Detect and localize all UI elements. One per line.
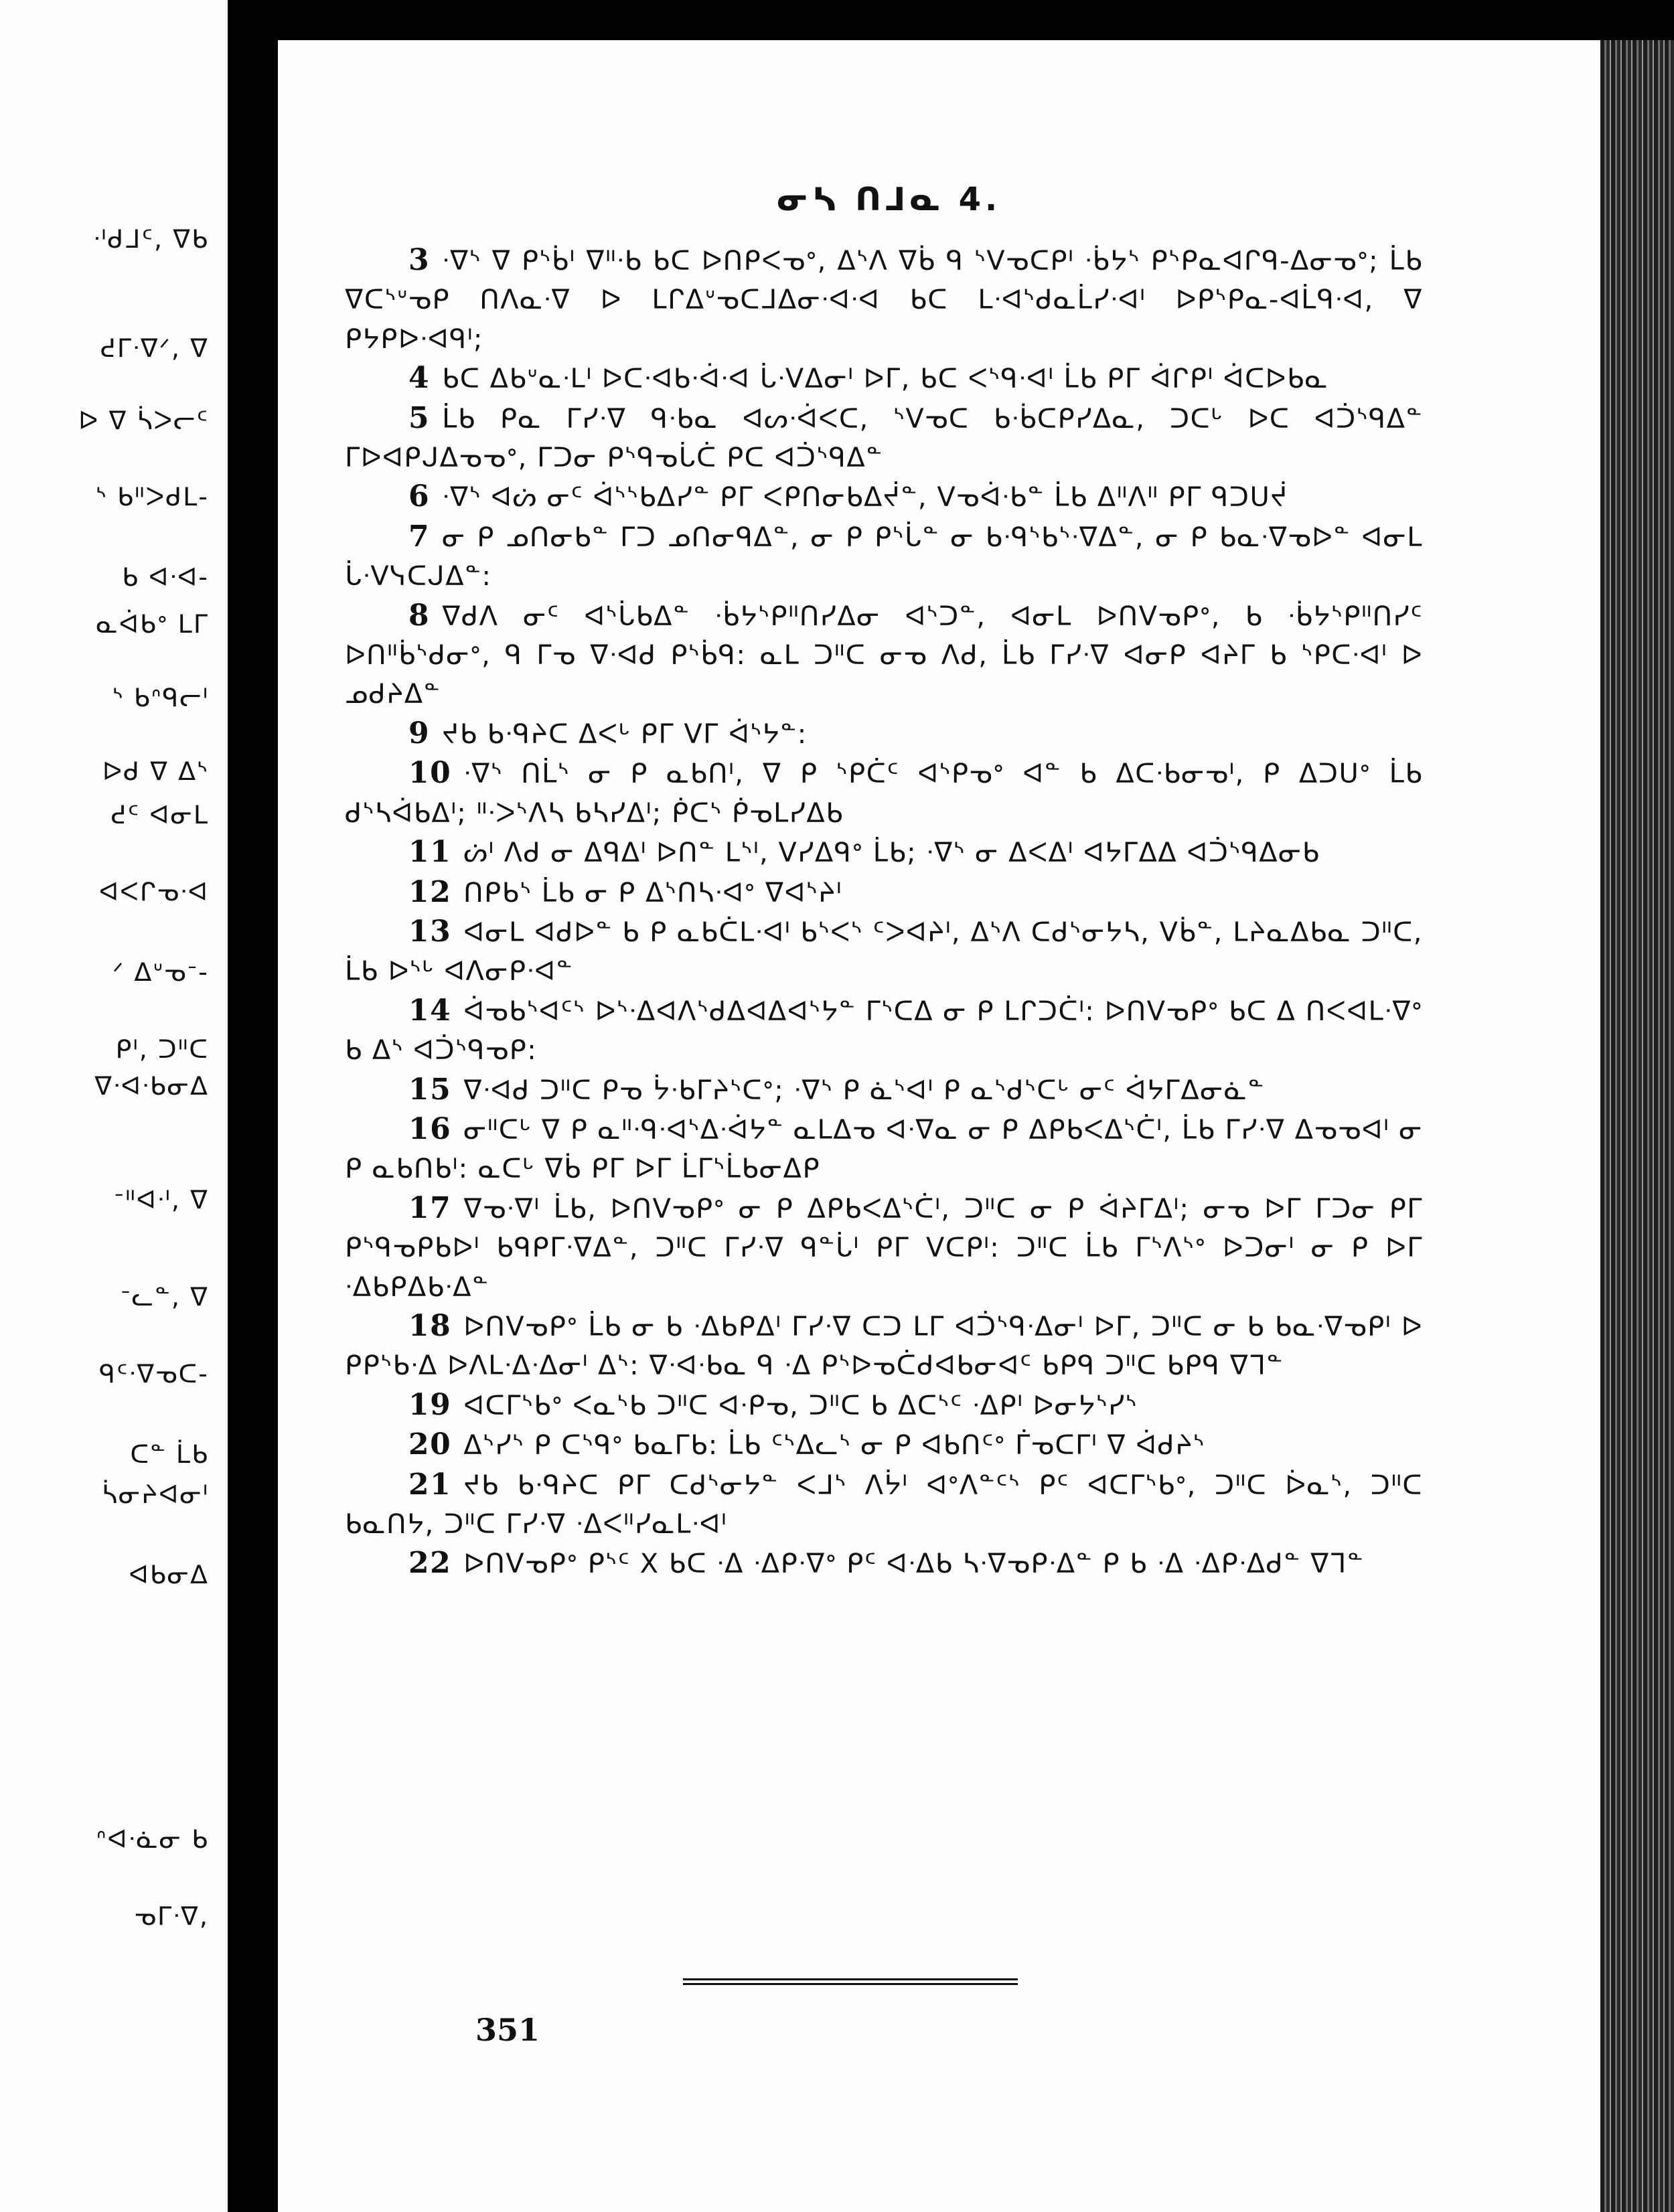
left-page-text-fragment: ᐅ ᐁ ᓵᐳᓕᑦ (78, 406, 209, 435)
page-edge (1600, 40, 1674, 2212)
verse (345, 1544, 1423, 1583)
left-page-text-fragment: ᕍᑦ ᐊᓂᒪ (110, 800, 209, 830)
verse (345, 241, 1423, 359)
verse-text: ᐧᐁᔅ ᐊᔖ ᓂᑦ ᐋᔅᔅᑲᐃᓯᓐ ᑭᒥ ᐸᑭᑎᓂᑲᐃᔫᓐ, ᐯᓀᐋᐧᑲᓐ ᒫᑲ ᐃᐦᐱᐦ ᑭᒥ ᑫᑐᑌᔫ (442, 482, 1288, 514)
verse-text: ᒫᑲ ᑭᓇ ᒥᓯᐧᐁ ᑫᐧᑲᓇ ᐊᔕᐧᐋᐸᑕ, ᔅᐯᓀᑕ ᑲᐧᑳᑕᑭᓯᐃᓇ, ᑐᑕᒡ ᐅᑕ ᐊᑑᔅᑫᐃᓐ ᒥᐅᐊᑭᒍᐃᓀᓀᐤ, ᒥᑐᓂ ᑭᔅᑫᓀᒑᑖ ᑭᑕ ᐊᑑᔅᑫᐃᓐ (345, 403, 1423, 474)
verse-text: ᓂ ᑭ ᓄᑎᓂᑲᓐ ᒥᑐ ᓄᑎᓂᑫᐃᓐ, ᓂ ᑭ ᑭᔅᒑᓐ ᓂ ᑲᐧᑫᔅᑲᔅᐧᐁᐃᓐ, ᓂ ᑭ ᑲᓇᐧᐁᓀᐅᓐ ᐊᓂᒪ ᒑᐧᐯᓭᑕᒍᐃᓐ: (345, 522, 1423, 592)
left-page-text-fragment: ᐟ ᐃᐡᓀᐨ- (112, 957, 209, 987)
verse-number: 5 (408, 400, 431, 435)
verse-number: 22 (408, 1546, 452, 1581)
verse-number: 3 (408, 243, 431, 277)
verse (345, 714, 1423, 754)
verse-text: ᐁᐧᐊᑯ ᑐᐦᑕ ᑭᓀ ᔮᐧᑲᒥᔨᔅᑕᐤ; ᐧᐁᔅ ᑭ ᓈᔅᐊᑊ ᑭ ᓇᔅᑯᔅᑕᒡ ᓂᑦ ᐋᔭᒥᐃᓂᓈᓐ (463, 1075, 1265, 1106)
verse (345, 833, 1423, 872)
left-page-text-fragment: ᐁᐧᐊᐧᑲᓂᐃ (94, 1071, 209, 1101)
verse-text: ᓂᐦᑕᒡ ᐁ ᑭ ᓇᐦᐧᑫᐧᐊᔅᐃᐧᐋᔭᓐ ᓇᒪᐃᓀ ᐊᐧᐁᓇ ᓂ ᑭ ᐃᑭᑲᐸᐃᔅᑖᑊ, ᒫᑲ ᒥᓯᐧᐁ ᐃᓀᓀᐊᑊ ᓂ ᑭ ᓇᑲᑎᑲᑊ: ᓇᑕᒡ ᐁᑳ ᑭᒥ ᐅᒥ ᒫᒥᔅᒫᑲᓂᐃᑭ (345, 1114, 1423, 1185)
verse-text: ᐊᓂᒪ ᐊᑯᐅᓐ ᑲ ᑭ ᓇᑲᑖᒪᐧᐊᑊ ᑲᔅᐸᔅ ᑦᐳᐊᔨᑊ, ᐃᔅᐱ ᑕᑯᔅᓂᔭᓴ, ᐯᑳᓐ, ᒪᔨᓇᐃᑲᓇ ᑐᐦᑕ, ᒫᑲ ᐅᔅᒡ ᐊᐱᓂᑭᐧᐊᓐ (345, 917, 1423, 988)
verse-text: ᔖᑊ ᐱᑯ ᓂ ᐃᑫᐃᑊ ᐅᑎᓐ ᒪᔅᑊ, ᐯᓯᐃᑫᐤ ᒫᑲ; ᐧᐁᔅ ᓂ ᐃᐸᐃᑊ ᐊᔭᒥᐃᐃ ᐊᑑᔅᑫᐃᓂᑲ (463, 838, 1320, 869)
left-page-text-fragment: ᐢᐊᐧᓈᓂ ᑲ (96, 1824, 209, 1854)
left-page-text-fragment: ᓇᐋᑲᐤ ᒪᒥ (96, 609, 209, 639)
left-page-text-fragment: ᐨᐦᐊᐧᑊ, ᐁ (114, 1185, 209, 1214)
page-number: 351 (475, 2012, 540, 2048)
verse-text: ᑲᑕ ᐃᑲᐡᓇᐧᒪᑊ ᐅᑕᐧᐊᑲᐧᐋᐧᐊ ᒑᐧᐯᐃᓂᑊ ᐅᒥ, ᑲᑕ ᐸᔅᑫᐧᐊᑊ ᒫᑲ ᑭᒥ ᐋᒋᑭᑊ ᐋᑕᐅᑲᓇ (442, 364, 1329, 395)
verse (345, 1071, 1423, 1110)
verse-text: ᐁᓀᐧᐁᑊ ᒫᑲ, ᐅᑎᐯᓀᑭᐤ ᓂ ᑭ ᐃᑭᑲᐸᐃᔅᑖᑊ, ᑐᐦᑕ ᓂ ᑭ ᐋᔨᒥᐃᑊ; ᓂᓀ ᐅᒥ ᒥᑐᓂ ᑭᒥ ᑭᔅᑫᓀᑭᑲᐅᑊ ᑲᑫᑭᒥᐧᐁᐃᓐ, ᑐᐦᑕ ᒥᓯᐧᐁ ᑫᓐᒑᑊ ᑭᒥ ᐯᑕᑭᑊ: ᑐᐦᑕ ᒫᑲ ᒥᔅᐱᔅᐤ ᐅᑐᓂᑊ ᓂ ᑭ ᐅᒥ ᐧᐃᑲᑭᐃᑲᐧᐃᓐ (345, 1193, 1423, 1303)
verse-number: 15 (408, 1072, 452, 1107)
verse (345, 1386, 1423, 1425)
verse (345, 1425, 1423, 1465)
verse (345, 1189, 1423, 1307)
verse-number: 14 (408, 993, 452, 1028)
verse-number: 18 (408, 1308, 452, 1343)
verse-list (345, 241, 1423, 1584)
verse-text: ᐃᔅᓯᔅ ᑭ ᑕᔅᑫᐤ ᑲᓇᒥᑲ: ᒫᑲ ᑦᔅᐃᓚᔅ ᓂ ᑭ ᐊᑲᑎᑦᐤ ᒦᓀᑕᒥᑊ ᐁ ᐋᑯᔨᔅ (463, 1430, 1206, 1462)
verse-number: 17 (408, 1190, 452, 1225)
verse (345, 518, 1423, 597)
verse (345, 1466, 1423, 1545)
verse (345, 913, 1423, 992)
left-page-text-fragment: ᐊᐸᒋᓀᐧᐊ (98, 877, 209, 906)
verse-number: 8 (408, 598, 431, 633)
verse-number: 10 (408, 756, 452, 791)
verse-text: ᐅᑎᐯᓀᑭᐤ ᒫᑲ ᓂ ᑲ ᐧᐃᑲᑭᐃᑊ ᒥᓯᐧᐁ ᑕᑐ ᒪᒥ ᐊᑑᔅᑫᐧᐃᓂᑊ ᐅᒥ, ᑐᐦᑕ ᓂ ᑲ ᑲᓇᐧᐁᓀᑭᑊ ᐅ ᑭᑭᔅᑲᐧᐃ ᐅᐱᒪᐧᐃᐧᐃᓂᑊ ᐃᔅ: ᐁᐧᐊᐧᑲᓇ ᑫ ᐧᐃ ᑭᔅᐅᓀᑖᑯᐊᑲᓂᐊᑦ ᑲᑭᑫ ᑐᐦᑕ ᑲᑭᑫ ᐁᒣᓐ (345, 1311, 1423, 1382)
left-page-text-fragment: ᔅ ᑲᐢᑫᓕᑊ (112, 683, 209, 712)
verse (345, 992, 1423, 1071)
verse (345, 477, 1423, 517)
verse (345, 754, 1423, 833)
verse-number: 20 (408, 1427, 452, 1462)
verse-number: 21 (408, 1467, 452, 1502)
left-page-text-fragment: ᐧᑊᑯᒧᑦ, ᐁᑲ (93, 224, 209, 254)
chapter-heading: ᓂᓴ ᑎᒧᓇ 4. (777, 181, 1002, 218)
verse-number: 12 (408, 874, 452, 909)
left-page-text-fragment: ᑫᑦᐧᐁᓀᑕ- (99, 1359, 209, 1389)
verse-number: 7 (408, 519, 431, 554)
verse-text: ᑎᑭᑲᔅ ᒫᑲ ᓂ ᑭ ᐃᔅᑎᓴᐧᐊᐤ ᐁᐊᔅᔨᑊ (463, 877, 842, 908)
left-page-text-fragment: ᐨᓚᓐ, ᐁ (120, 1282, 209, 1312)
verse (345, 399, 1423, 478)
verse-text: ᔪᑲ ᑲᐧᑫᔨᑕ ᐃᐸᒡ ᑭᒥ ᐯᒥ ᐋᔅᔭᓐ: (442, 718, 808, 750)
verse-text: ᔪᑲ ᑲᐧᑫᔨᑕ ᑭᒥ ᑕᑯᔅᓂᔭᓐ ᐸᒧᔅ ᐱᔮᑊ ᐊᐤᐱᓐᑦᔅ ᑭᑦ ᐊᑕᒥᔅᑲᐤ, ᑐᐦᑕ ᐆᓇᔅ, ᑐᐦᑕ ᑲᓇᑎᔭ, ᑐᐦᑕ ᒥᓯᐧᐁ ᐧᐃᐸᐦᓯᓇᒪᐧᐊᑊ (345, 1470, 1423, 1540)
verse-text: ᐧᐁᔅ ᑎᒫᔅ ᓂ ᑭ ᓇᑲᑎᑊ, ᐁ ᑭ ᔅᑭᑖᑦ ᐊᔅᑭᓀᐤ ᐊᓐ ᑲ ᐃᑕᐧᑲᓂᓀᑊ, ᑭ ᐃᑐᑌᐤ ᒫᑲ ᑯᔅᓴᐋᑲᐃᑊ; ᐦᐧᐳᔅᐱᓴ ᑲᓴᓯᐃᑊ; ᑮᑕᔅ ᑮᓀᒪᓯᐃᑲ (345, 759, 1423, 829)
verse-number: 11 (408, 835, 452, 870)
left-page-text-fragment: ᓀᒥᐧᐁ, (134, 1901, 209, 1931)
left-page-text-fragment: ᑭᑊ, ᑐᐦᑕ (115, 1034, 209, 1064)
left-page-text-fragment: ᔅ ᑲᐦᐳᑯᒪ- (96, 482, 209, 511)
left-page-text-fragment: ᑕᓐ ᒫᑲ (130, 1439, 209, 1469)
verse-text: ᐋᓀᑲᔅᐊᑦᔅ ᐅᔅᐧᐃᐊᐱᔅᑯᐃᐊᐃᐊᔅᔭᓐ ᒥᔅᑕᐃ ᓂ ᑭ ᒪᒋᑐᑖᑊ: ᐅᑎᐯᓀᑭᐤ ᑲᑕ ᐃ ᑎᐸᐊᒪᐧᐁᐤ ᑲ ᐃᔅ ᐊᑑᔅᑫᓀᑭ: (345, 996, 1423, 1066)
verse (345, 873, 1423, 913)
left-page-text-fragment: ᕍᒥᐧᐁᐟ, ᐁ (100, 333, 209, 363)
left-page-text-fragment: ᐊᑲᓂᐃ (129, 1560, 209, 1589)
left-page-text-fragment: ᑲ ᐊᐧᐊ- (122, 562, 209, 592)
verse-text: ᐊᑕᒥᔅᑲᐤ ᐸᓇᔅᑲ ᑐᐦᑕ ᐊᐧᑭᓀ, ᑐᐦᑕ ᑲ ᐃᑕᔅᑦ ᐧᐃᑭᑊ ᐅᓂᔭᔅᓯᔅ (463, 1390, 1138, 1421)
left-page-text-fragment: ᓵᓂᔨᐊᓂᑊ (102, 1480, 209, 1509)
left-page-text-fragment: ᐅᑯ ᐁ ᐃᔅ (102, 757, 209, 786)
verse-number: 13 (408, 914, 452, 949)
verse (345, 1307, 1423, 1386)
verse-number: 19 (408, 1387, 452, 1422)
verse-text: ᐅᑎᐯᓀᑭᐤ ᑭᔅᑦ X ᑲᑕ ᐧᐃ ᐧᐃᑭᐧᐁᐤ ᑭᑦ ᐊᐧᐃᑲ ᓴᐧᐁᓀᑭᐧᐃᓐ ᑭ ᑲ ᐧᐃ ᐧᐃᑭᐧᐃᑯᓐ ᐁᒣᓐ (463, 1549, 1365, 1580)
verse (345, 597, 1423, 714)
verse-number: 6 (408, 479, 431, 514)
verse-text: ᐁᑯᐱ ᓂᑦ ᐊᔅᒑᑲᐃᓐ ᐧᑳᔭᔅᑭᐦᑎᓯᐃᓂ ᐊᔅᑐᓐ, ᐊᓂᒪ ᐅᑎᐯᓀᑭᐤ, ᑲ ᐧᑳᔭᔅᑭᐦᑎᓯᑦ ᐅᑎᐦᑳᔅᑯᓂᐤ, ᑫ ᒥᓀ ᐁᐧᐊᑯ ᑭᔅᑳᑫ: ᓇᒪ ᑐᐦᑕ ᓂᓀ ᐱᑯ, ᒫᑲ ᒥᓯᐧᐁ ᐊᓂᑭ ᐊᔨᒥ ᑲ ᔅᑭᑕᐧᐊᑊ ᐅ ᓄᑯᔨᐃᓐ (345, 601, 1423, 710)
left-page (0, 0, 228, 2212)
verse-number: 9 (408, 716, 431, 750)
verse-number: 4 (408, 361, 431, 396)
verse-number: 16 (408, 1111, 452, 1146)
section-rule (683, 1978, 1018, 1985)
verse-text: ᐧᐁᔅ ᐁ ᑭᔅᑳᑊ ᐁᐦᐧᑲ ᑲᑕ ᐅᑎᑭᐸᓀᐤ, ᐃᔅᐱ ᐁᑳ ᑫ ᔅᐯᓀᑕᑭᑊ ᐧᑳᔭᔅ ᑭᔅᑭᓇᐊᒋᑫ-ᐃᓂᓀᐤ; ᒫᑲ ᐁᑕᔅᐡᓀᑭ ᑎᐱᓇᐧᐁ ᐅ ᒪᒋᐃᐡᓀᑕᒧᐃᓂᐧᐊᐧᐊ ᑲᑕ ᒪᐧᐊᔅᑯᓇᒫᓯᐧᐊᑊ ᐅᑭᔅᑭᓇ-ᐊᒫᑫᐧᐊ, ᐁ ᑭᔭᑭᐅᐧᐊᑫᑊ; (345, 246, 1423, 355)
verse (345, 1110, 1423, 1189)
verse (345, 359, 1423, 398)
